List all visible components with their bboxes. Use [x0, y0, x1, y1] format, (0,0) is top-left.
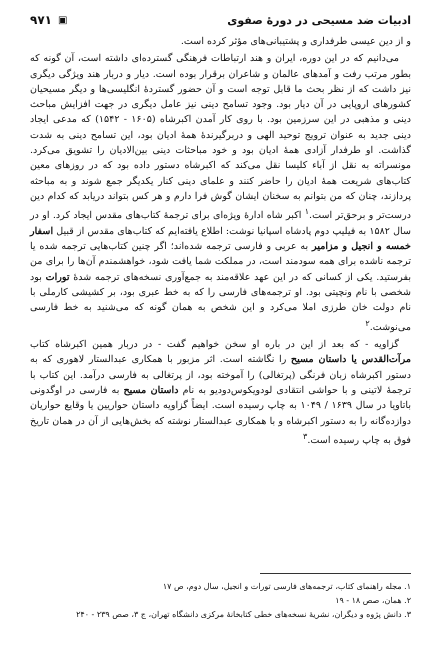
paragraph-3: گزاویه - که بعد از این در باره او سخن خواهیم گفت - در دربار همین اکبرشاه کتاب مرآت‌القدس یا داستان مسیح را نگاشته است. اثر مزبور با همکاری عبدالستار لاهوری که به دستور اکبرشاه زبان فرنگی (پرتغالی) را آموخته بود، از پرتغالی به فارسی درآمد. این کتاب با ترجمهٔ لاتینی و با حواشی انتقادی لودویکوس‌دودیو به نام داستان مسیح به فارسی در اوگدونی باتاویا در سال ۱۶۳۹ / ۱۰۴۹ به چاپ رسیده است. ایضاً گزاویه داستان حواریین یا وقایع حواریان دوازده‌گانه را به دستور اکبرشاه و با همکاری عبدالستار نوشته که بخش‌هایی از آن در همان تاریخ فوق به چاپ رسیده است.$^۳$	[30, 339, 411, 446]
footnote-item: ۳. دانش پژوه و دیگران، نشریهٔ نسخه‌های خطی کتابخانهٔ مرکزی دانشگاه تهران، ج ۳، صص ۲۳۹ - ۲۴۰	[76, 610, 411, 619]
emphasis-books: اسفار خمسه و انجیل و مزامیر	[30, 225, 411, 253]
footnote-item: ۱. مجله راهنمای کتاب، ترجمه‌های فارسی تورات و انجیل، سال دوم، ص ۱۷	[162, 582, 411, 591]
body-text	[30, 34, 411, 448]
emphasis-dastan-masih: داستان مسیح	[123, 384, 179, 396]
header-left-group	[30, 13, 67, 27]
paragraph-2: می‌دانیم که در این دوره، ایران و هند ارتباطات فرهنگی گسترده‌ای داشته است، آن گونه که بطور مرتب رفت و آمدهای عالمان و شاعران برقرار بوده است. دیار و دربار هند ویژگی دیگری نیز داشت که از نظر بحث ما قابل توجه است و آن حضور گستردهٔ انگلیسی‌ها و دیگر مسیحیان کشورهای اروپایی در آن دیار بود. وجود تسامح دینی نیز عامل دیگری در جهت افزایش مباحث دینی و مذهبی در این سرزمین بود. با روی کار آمدن اکبرشاه (۱۶۰۵ - ۱۵۴۲) که مدعی ایجاد دینی جدید به عنوان ترویج توحید الهی و دربرگیرندهٔ همهٔ ادیان بود، این تسامح دینی به شدت گذاشت. او طرفدار آزادی همهٔ ادیان بود و خود مباحثات دینی بین‌الادیان را تشویق می‌کرد. مونسراته به نقل از آباء کلیسا نقل می‌کند که اکبرشاه دستور داده بود که در روزهای معین کتاب‌های شریعت همهٔ ادیان را حاضر کنند و علمای دینی کنار یکدیگر جمع شوند و به مباحثه پردازند، چنان که من بتوانم به سخنان ایشان گوش فرا دارم و هر کس بتواند دریابد که کدام دین درست‌تر و برحق‌تر است.$^۱$ اکبر شاه ادارهٔ ویژه‌ای برای ترجمهٔ کتاب‌های مقدس ایجاد کرد. او در سال ۱۵۸۲ به فیلیپ دوم پادشاه اسپانیا نوشت: اطلاع یافته‌ایم که کتاب‌های مقدس از قبیل اسفار خمسه و انجیل و مزامیر به عربی و فارسی ترجمه شده‌اند؛ اگر چنین کتاب‌هایی ترجمه شده یا ترجمه ناشده برای همه سودمند است، در مملکت شما یافت شود، خواهشمندم آن‌ها را برای من بفرستید. یکی از کسانی که در این عهد علاقه‌مند به جمع‌آوری نسخه‌های ترجمه شدهٔ تورات بود شخصی با نام ونچیتی بود. او ترجمه‌های فارسی را که به خط عبری بود، بر کشیشی کارملی با نام دولت خان طرزی املا می‌کرد و این شخص به همان گونه که می‌شنید به خط فارسی می‌نوشت.$^۲$	[30, 53, 412, 333]
footnote-item: ۲. همان، صص ۱۸ - ۱۹	[335, 596, 411, 605]
emphasis-torah: تورات	[45, 271, 70, 283]
emphasis-mirat-al-quds: مرآت‌القدس یا داستان مسیح	[290, 354, 411, 366]
page-number: ۹۷۱	[30, 13, 52, 27]
running-header	[30, 10, 411, 30]
square-marker-icon: ▣	[57, 14, 68, 26]
footnote-ref-1: ۱	[304, 207, 310, 217]
footnote-ref-2: ۲	[365, 318, 370, 328]
running-title: ادبیات ضد مسیحی در دورهٔ صفوی	[227, 13, 411, 27]
paragraph-1: و از دین عیسی طرفداری و پشتیبانی‌های مؤثر کرده است.	[180, 36, 411, 47]
footnote-ref-3: ۳	[303, 431, 308, 441]
footnotes	[30, 580, 411, 622]
footnote-separator	[260, 573, 411, 574]
